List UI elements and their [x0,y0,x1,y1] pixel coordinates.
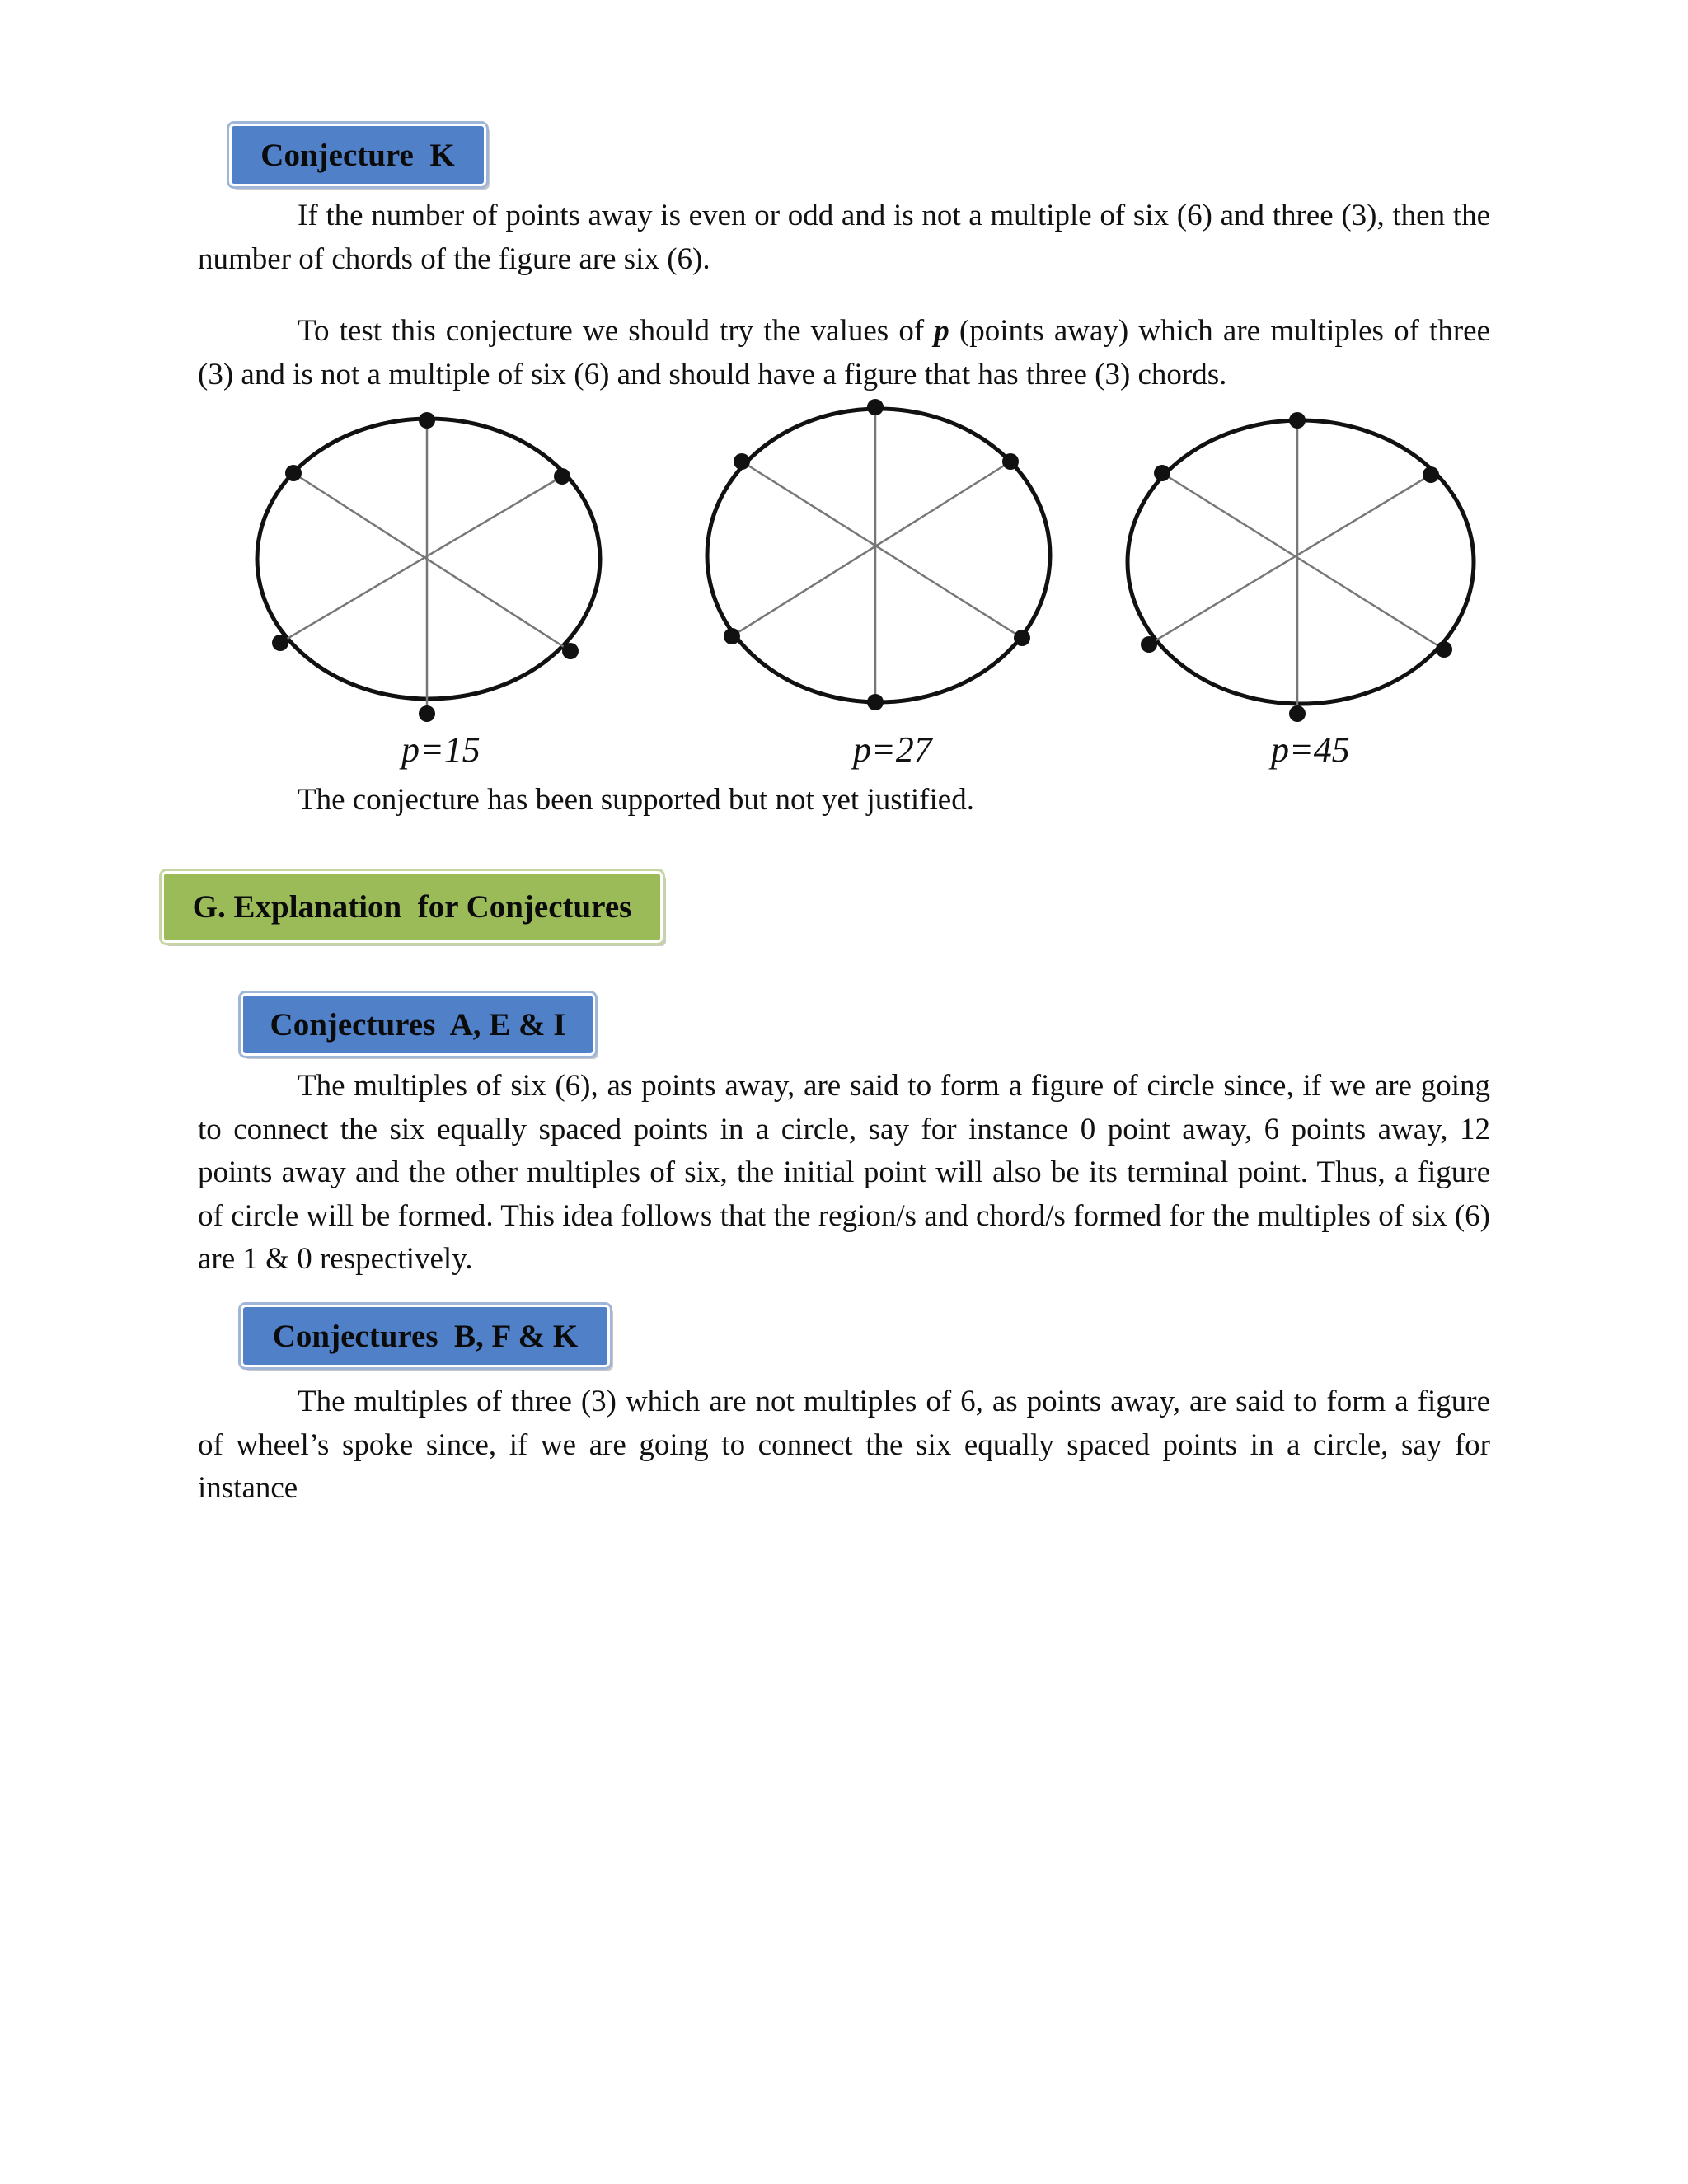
conjectures-bfk-label-text: Conjectures B, F & K [272,1318,579,1354]
conjecture-k-label-text: Conjecture K [260,137,455,173]
point [554,468,570,485]
supported-note: The conjecture has been supported but not yet justified. [298,783,974,817]
point [1154,465,1170,481]
conjectures-aei-paragraph: The multiples of six (6), as points away, are said to form a figure of circle since, if we are going to connect the six equally spaced points in a circle, say for instance 0 point away, 6 points away, 12 points away and the other multiples of six, the initial point will also be its terminal point. Thus, a figure of circle will be formed. This idea follows that the region/s and chord/s formed for the multiples of six (6) are 1 & 0 respectively. [198,1069,1490,1276]
chord [1149,475,1431,644]
point [1436,641,1452,658]
section-g-label [162,871,663,943]
section-g-label-text: G. Explanation for Conjectures [192,889,632,925]
circle [1128,420,1474,704]
wheel-spoke-figure-p45 [1119,409,1482,730]
point [1289,705,1306,722]
figure-caption-p45: p=45 [1271,729,1350,770]
test-text-before: To test this conjecture we should try the values of [298,314,935,348]
point [867,399,884,415]
conjectures-bfk-label [241,1305,610,1367]
chord [293,473,570,651]
circle [707,409,1050,702]
conjecture-test-paragraph [198,310,1490,396]
point [562,643,579,659]
conjecture-k-paragraph: If the number of points away is even or odd and is not a multiple of six (6) and three (3), then the number of chords of the figure are six (6). [198,199,1490,276]
point [1014,630,1030,646]
conjectures-aei-label-text: Conjectures A, E & I [270,1006,566,1043]
chord [732,462,1010,636]
point [419,412,435,429]
point [724,628,740,644]
test-text-after: (points away) which are multiples of three (3) and is not a multiple of six (6) and should have a figure that has three (3) chords. [198,314,1490,391]
point [1423,466,1439,483]
points-away-variable: p [934,314,950,348]
point [419,705,435,722]
point [1141,636,1157,653]
point [285,465,302,481]
conjectures-bfk-paragraph: The multiples of three (3) which are not multiples of 6, as points away, are said to form a figure of wheel’s spoke since, if we are going to connect the six equally spaced points in a circle, say for instance [198,1385,1490,1505]
point [1002,453,1019,470]
conjecture-k-label [229,124,486,186]
wheel-spoke-figure-p27 [699,397,1062,725]
chord [1162,473,1444,649]
point [1289,412,1306,429]
figure-caption-p27: p=27 [853,729,932,770]
figure-caption-p15: p=15 [401,729,481,770]
wheel-spoke-figure-p15 [247,410,610,730]
conjectures-aei-label [241,993,595,1056]
point [272,635,288,651]
point [734,453,750,470]
point [867,694,884,710]
chord [742,462,1022,638]
